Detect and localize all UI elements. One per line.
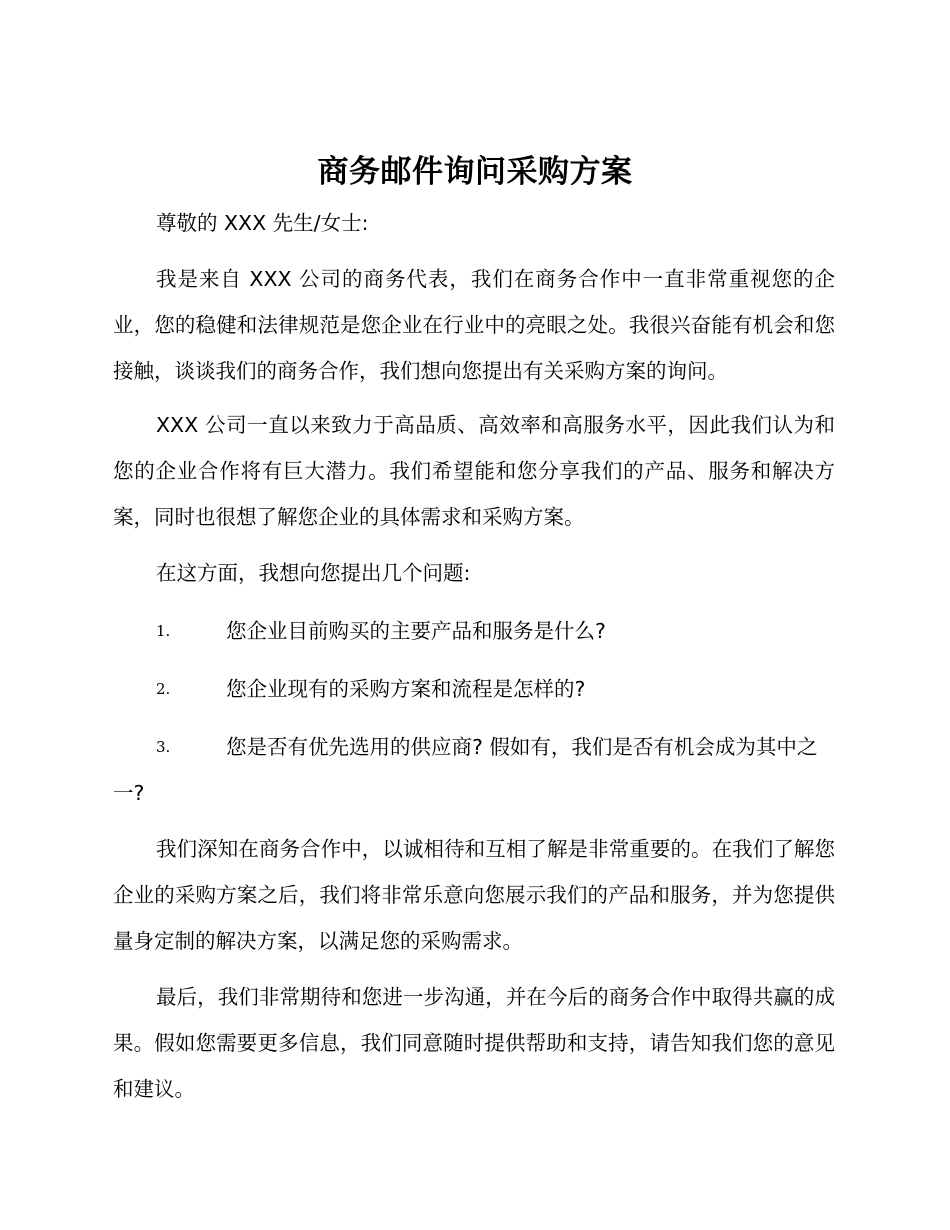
question-number: 2. — [156, 680, 171, 698]
question-text: 您是否有优先选用的供应商? 假如有，我们是否有机会成为其中之一? — [113, 735, 818, 805]
question-text: 您企业现有的采购方案和流程是怎样的? — [226, 677, 586, 701]
question-text: 您企业目前购买的主要产品和服务是什么? — [226, 619, 606, 643]
document-title: 商务邮件询问采购方案 — [317, 154, 633, 190]
question-item-1 — [113, 608, 835, 654]
paragraph-intro: 我是来自 XXX 公司的商务代表，我们在商务合作中一直非常重视您的企业，您的稳健和法律规范是您企业在行业中的亮眼之处。我很兴奋能有机会和您接触，谈谈我们的商务合作，我们想向您提出有关采购方案的询问。 — [113, 267, 835, 383]
paragraph-company: XXX 公司一直以来致力于高品质、高效率和高服务水平，因此我们认为和您的企业合作将有巨大潜力。我们希望能和您分享我们的产品、服务和解决方案，同时也很想了解您企业的具体需求和采购方案。 — [113, 413, 835, 529]
salutation: 尊敬的 XXX 先生/女士: — [156, 211, 369, 235]
paragraph-questions-lead: 在这方面，我想向您提出几个问题: — [156, 561, 471, 585]
paragraph-cooperation: 我们深知在商务合作中，以诚相待和互相了解是非常重要的。在我们了解您企业的采购方案之后，我们将非常乐意向您展示我们的产品和服务，并为您提供量身定制的解决方案，以满足您的采购需求。 — [113, 837, 835, 953]
paragraph-closing: 最后，我们非常期待和您进一步沟通，并在今后的商务合作中取得共赢的成果。假如您需要更多信息，我们同意随时提供帮助和支持，请告知我们您的意见和建议。 — [113, 985, 835, 1101]
question-number: 3. — [156, 738, 171, 756]
question-item-3 — [113, 724, 835, 816]
question-number: 1. — [156, 622, 171, 640]
question-item-2 — [113, 666, 835, 712]
